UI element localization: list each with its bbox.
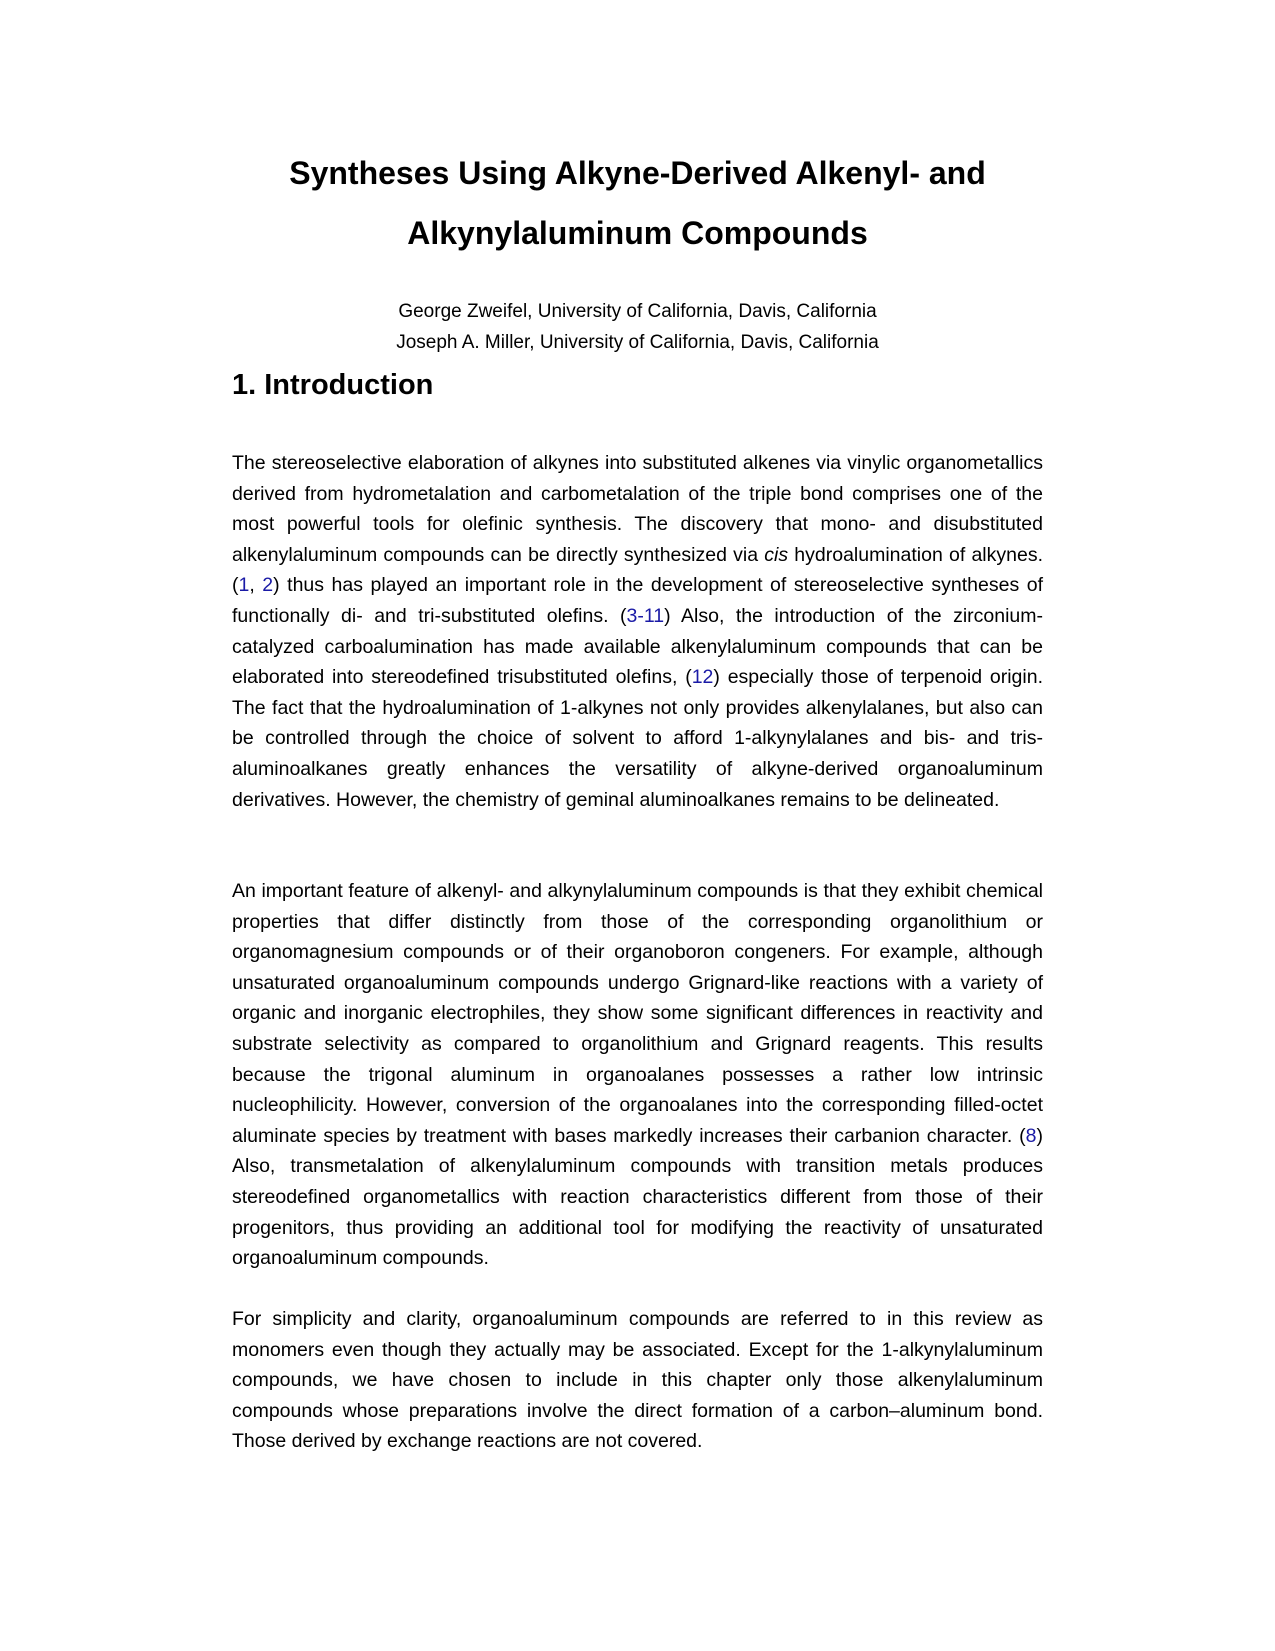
text-run: hydroalumination of alkynes. ( (232, 543, 1043, 597)
text-run: ) Also, the introduction of the zirconium-catalyzed carboalumination has made available alkenylaluminum compounds that can be elaborated into stereodefined trisubstituted olefins, ( (232, 604, 1043, 689)
citation-link[interactable]: 2 (262, 574, 274, 597)
citation-link[interactable]: 12 (691, 666, 714, 689)
paragraph-3 (232, 1304, 1043, 1457)
title-line-2: Alkynylaluminum Compounds (407, 215, 868, 251)
author-affiliation: George Zweifel, University of California, Davis, California (398, 301, 877, 322)
text-run: ) especially those of terpenoid origin. The fact that the hydroalumination of 1-alkynes not only provides alkenylalanes, but also can be controlled through the choice of solvent to afford 1-alkynylalanes and bis- and tris-aluminoalkanes greatly enhances the versatility of alkyne-derived organoaluminum derivatives. However, the chemistry of geminal aluminoalkanes remains to be delineated. (232, 666, 1043, 811)
paragraph-1 (232, 448, 1043, 815)
text-run: ) thus has played an important role in the development of stereoselective syntheses of functionally di- and tri-substituted olefins. ( (232, 574, 1043, 627)
section-heading: 1. Introduction (232, 369, 434, 401)
document-title (180, 143, 1095, 263)
text-run: , (249, 574, 263, 597)
title-line-1: Syntheses Using Alkyne-Derived Alkenyl- and (289, 155, 986, 191)
citation-link[interactable]: 3-11 (626, 604, 665, 627)
italic-text: cis (764, 543, 789, 566)
author-list (232, 296, 1043, 358)
author-affiliation: Joseph A. Miller, University of California, Davis, California (396, 332, 879, 353)
text-run: ) Also, transmetalation of alkenylaluminum compounds with transition metals produces stereodefined organometallics with reaction characteristics different from those of their progenitors, thus providing an additional tool for modifying the reactivity of unsaturated organoaluminum compounds. (232, 1124, 1043, 1270)
text-run: For simplicity and clarity, organoaluminum compounds are referred to in this review as monomers even though they actually may be associated. Except for the 1-alkynylaluminum compounds, we have chosen to include in this chapter only those alkenylaluminum compounds whose preparations involve the direct formation of a carbon–aluminum bond. Those derived by exchange reactions are not covered. (232, 1308, 1043, 1453)
text-run: An important feature of alkenyl- and alkynylaluminum compounds is that they exhibit chemical properties that differ distinctly from those of the corresponding organolithium or organomagnesium compounds or of their organoboron congeners. For example, although unsaturated organoaluminum compounds undergo Grignard-like reactions with a variety of organic and inorganic electrophiles, they show some significant differences in reactivity and substrate selectivity as compared to organolithium and Grignard reagents. This results because the trigonal aluminum in organoalanes possesses a rather low intrinsic nucleophilicity. However, conversion of the organoalanes into the corresponding filled-octet aluminate species by treatment with bases markedly increases their carbanion character. ( (232, 880, 1043, 1147)
paragraph-2 (232, 876, 1043, 1274)
text-run: The stereoselective elaboration of alkynes into substituted alkenes via vinylic organometallics derived from hydrometalation and carbometalation of the triple bond comprises one of the most powerful tools for olefinic synthesis. The discovery that mono- and disubstituted alkenylaluminum compounds can be directly synthesized via (232, 452, 1043, 566)
citation-link[interactable]: 8 (1025, 1124, 1037, 1147)
citation-link[interactable]: 1 (238, 574, 250, 597)
